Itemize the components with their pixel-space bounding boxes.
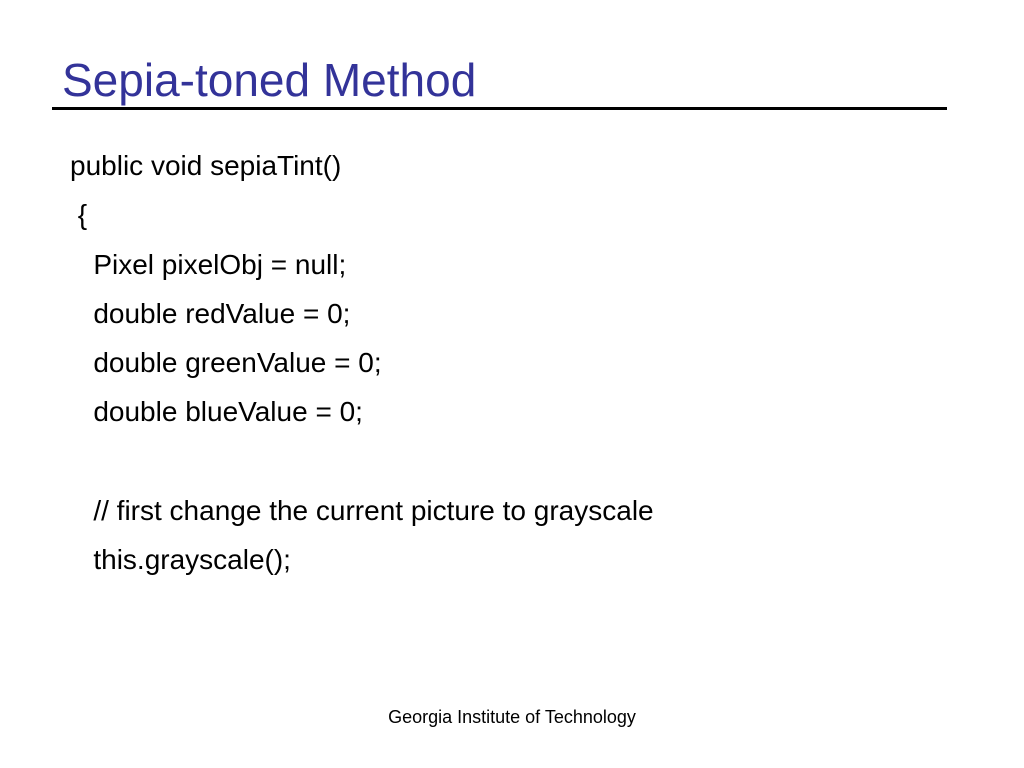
title-divider [52,107,947,110]
code-line: double greenValue = 0; [70,347,382,379]
code-line: this.grayscale(); [70,544,291,576]
code-line: public void sepiaTint() [70,150,342,181]
slide-title: Sepia-toned Method [62,54,477,106]
code-listing [70,141,654,585]
code-line-blank [70,437,654,486]
code-line: double redValue = 0; [70,297,351,329]
code-line: { [70,199,88,231]
code-line: // first change the current picture to grayscale [70,495,654,527]
code-line: Pixel pixelObj = null; [70,248,347,280]
code-line: double blueValue = 0; [70,396,363,428]
slide-footer: Georgia Institute of Technology [388,707,636,727]
